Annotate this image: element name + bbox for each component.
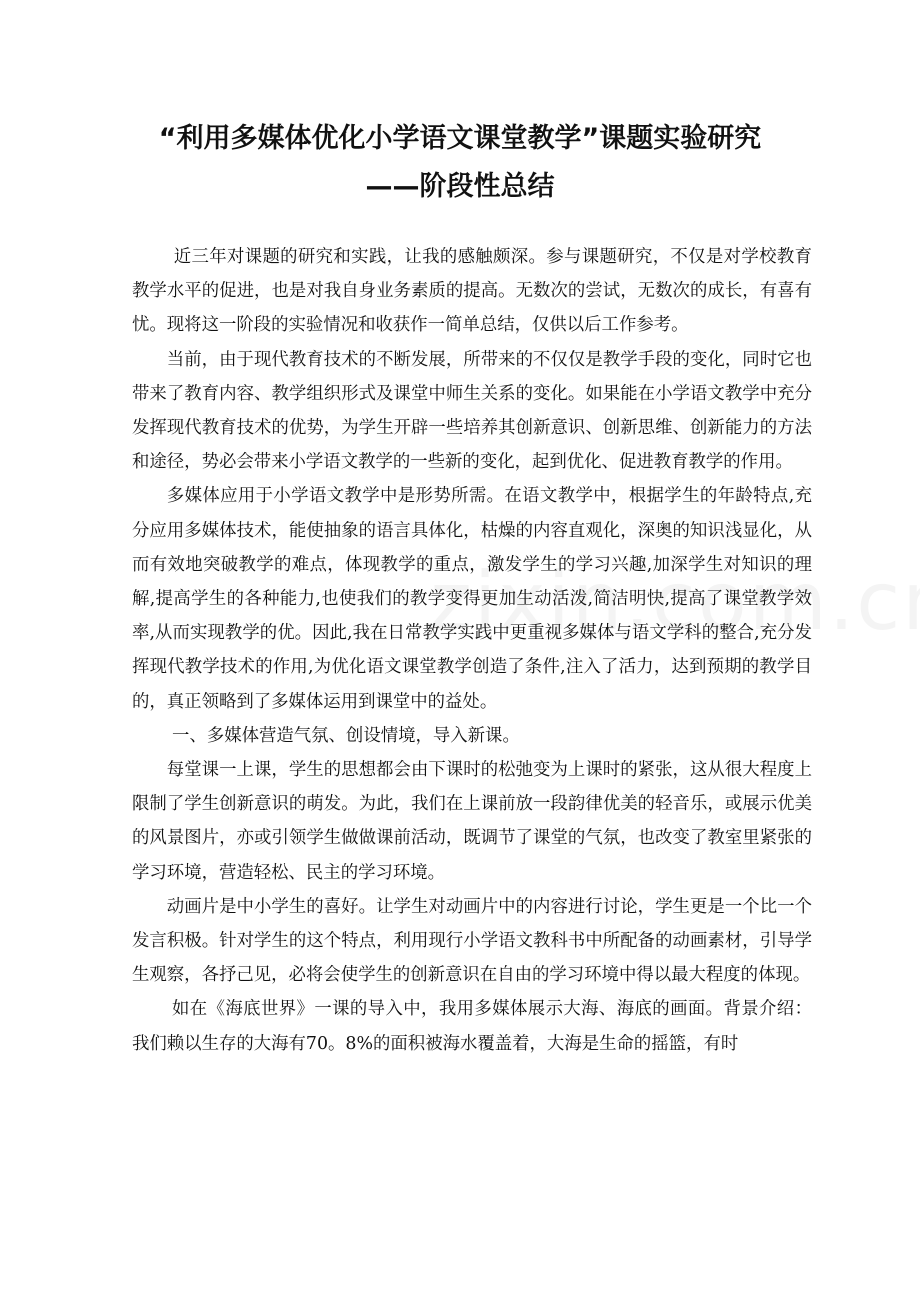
section-heading-1: 一、多媒体营造气氛、创设情境，导入新课。 <box>172 725 520 746</box>
paragraph-background: 当前，由于现代教育技术的不断发展，所带来的不仅仅是教学手段的变化，同时它也带来了教育内容、教学组织形式及课堂中师生关系的变化。如果能在小学语文教学中充分发挥现代教育技术的优势，为学生开辟一些培养其创新意识、创新思维、创新能力的方法和途径，势必会带来小学语文教学的一些新的变化，起到优化、促进教育教学的作用。 <box>132 349 812 473</box>
document-subtitle: ——阶段性总结 <box>365 171 555 202</box>
paragraph-atmosphere: 每堂课一上课，学生的思想都会由下课时的松弛变为上课时的紧张，这从很大程度上限制了学生创新意识的萌发。为此，我们在上课前放一段韵律优美的轻音乐，或展示优美的风景图片，亦或引领学生做做课前活动，既调节了课堂的气氛，也改变了教室里紧张的学习环境，营造轻松、民主的学习环境。 <box>132 760 812 883</box>
paragraph-example: 如在《海底世界》一课的导入中，我用多媒体展示大海、海底的画面。背景介绍：我们赖以生存的大海有70。8%的面积被海水覆盖着，大海是生命的摇篮，有时 <box>132 999 812 1054</box>
paragraph-multimedia-need: 多媒体应用于小学语文教学中是形势所需。在语文教学中，根据学生的年龄特点,充分应用多媒体技术，能使抽象的语言具体化，枯燥的内容直观化，深奥的知识浅显化，从而有效地突破教学的难点，体现教学的重点，激发学生的学习兴趣,加深学生对知识的理解,提高学生的各种能力,也使我们的教学变得更加生动活泼,简洁明快,提高了课堂教学效率,从而实现教学的优。因此,我在日常教学实践中更重视多媒体与语文学科的整合,充分发挥现代教学技术的作用,为优化语文课堂教学创造了条件,注入了活力，达到预期的教学目的，真正领略到了多媒体运用到课堂中的益处。 <box>132 486 812 712</box>
document-title: “利用多媒体优化小学语文课堂教学”课题实验研究 <box>158 123 762 154</box>
paragraph-animation: 动画片是中小学生的喜好。让学生对动画片中的内容进行讨论，学生更是一个比一个发言积极。针对学生的这个特点，利用现行小学语文教科书中所配备的动画素材，引导学生观察，各抒己见，必将会使学生的创新意识在自由的学习环境中得以最大程度的体现。 <box>132 896 812 986</box>
document-body <box>132 240 812 1061</box>
paragraph-intro: 近三年对课题的研究和实践，让我的感触颇深。参与课题研究，不仅是对学校教育教学水平的促进，也是对我自身业务素质的提高。无数次的尝试，无数次的成长，有喜有忧。现将这一阶段的实验情况和收获作一简单总结，仅供以后工作参考。 <box>132 247 812 336</box>
